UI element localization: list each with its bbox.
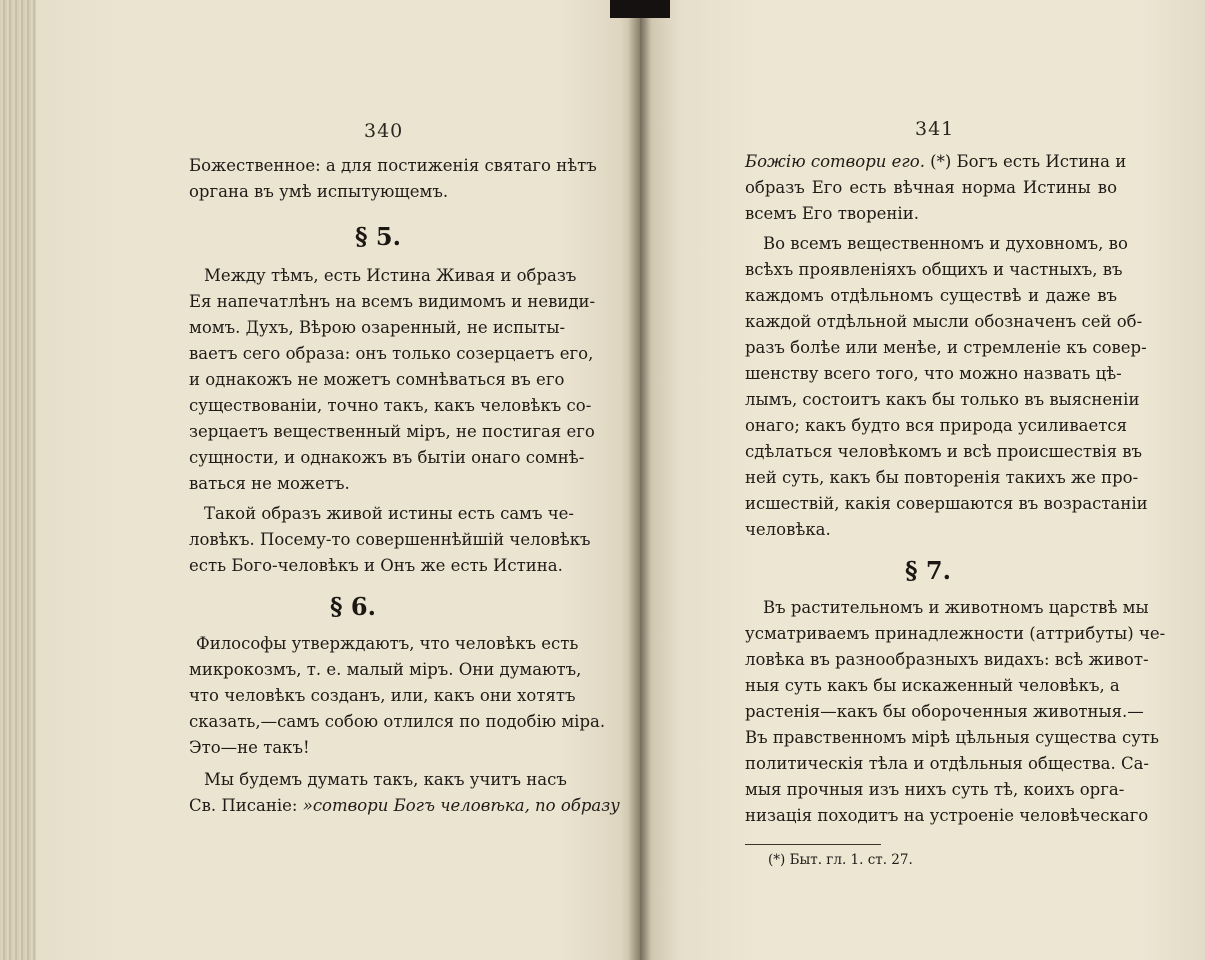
book-spine xyxy=(610,0,670,18)
text-line: Это—не такъ! xyxy=(189,738,310,757)
text-line: сущности, и однакожъ въ бытіи онаго сомнѣ- xyxy=(189,448,585,467)
text-line: Ея напечатлѣнъ на всемъ видимомъ и невиди- xyxy=(189,292,596,311)
text-line: Во всемъ вещественномъ и духовномъ, во xyxy=(763,234,1128,253)
text-line: Мы будемъ думать такъ, какъ учитъ насъ xyxy=(204,770,567,789)
text-line: микрокозмъ, т. е. малый міръ. Они думаютъ, xyxy=(189,660,582,679)
text-line: ловѣкъ. Посему-то совершеннѣйшій человѣкъ xyxy=(189,530,591,549)
book-gutter xyxy=(628,0,652,960)
text-line: сказать,—самъ собою отлился по подобію міра. xyxy=(189,712,606,731)
page-number-left: 340 xyxy=(364,120,404,142)
section-heading: § 6. xyxy=(330,592,376,621)
text-line: лымъ, состоитъ какъ бы только въ выясненіи xyxy=(745,390,1140,409)
text-line: сдѣлаться человѣкомъ и всѣ происшествія въ xyxy=(745,442,1143,461)
text-line: Въ растительномъ и животномъ царствѣ мы xyxy=(763,598,1149,617)
text-line: зерцаетъ вещественный міръ, не постигая его xyxy=(189,422,595,441)
text-line: ваться не можетъ. xyxy=(189,474,350,493)
text-run: Св. Писаніе: xyxy=(189,796,303,815)
text-line: исшествій, какія совершаются въ возрастаніи xyxy=(745,494,1148,513)
text-line: есть Бого-человѣкъ и Онъ же есть Истина. xyxy=(189,556,563,575)
text-line: политическія тѣла и отдѣльныя общества. Са- xyxy=(745,754,1149,773)
text-line: и однакожъ не можетъ сомнѣваться въ его xyxy=(189,370,565,389)
text-line: что человѣкъ созданъ, или, какъ они хотятъ xyxy=(189,686,576,705)
text-line: ней суть, какъ бы повторенія такихъ же про- xyxy=(745,468,1139,487)
italic-quote: Божію сотвори его. xyxy=(745,152,925,171)
page-edges xyxy=(0,0,36,960)
text-line: ваетъ сего образа: онъ только созерцаетъ его, xyxy=(189,344,594,363)
section-heading: § 5. xyxy=(355,222,401,251)
text-line: момъ. Духъ, Вѣрою озаренный, не испыты- xyxy=(189,318,566,337)
text-line: всемъ Его твореніи. xyxy=(745,204,919,223)
text-line: органа въ умѣ испытующемъ. xyxy=(189,182,449,201)
text-line: мыя прочныя изъ нихъ суть тѣ, коихъ орга- xyxy=(745,780,1125,799)
text-line: ловѣка въ разнообразныхъ видахъ: всѣ живот- xyxy=(745,650,1149,669)
section-heading: § 7. xyxy=(905,556,951,585)
text-line: существованіи, точно такъ, какъ человѣкъ со- xyxy=(189,396,592,415)
text-line xyxy=(745,152,1126,171)
text-line: Въ правственномъ мірѣ цѣльныя существа суть xyxy=(745,728,1160,747)
text-line: ныя суть какъ бы искаженный человѣкъ, а xyxy=(745,676,1120,695)
text-line: каждой отдѣльной мысли обозначенъ сей об- xyxy=(745,312,1143,331)
text-line xyxy=(189,796,620,815)
text-line: каждомъ отдѣльномъ существѣ и даже въ xyxy=(745,286,1117,305)
text-line: низація походитъ на устроеніе человѣческаго xyxy=(745,806,1149,825)
text-line: Божественное: а для постиженія святаго нѣтъ xyxy=(189,156,597,175)
text-line: всѣхъ проявленіяхъ общихъ и частныхъ, въ xyxy=(745,260,1123,279)
text-run: (*) Богъ есть Истина и xyxy=(924,152,1127,171)
text-line: усматриваемъ принадлежности (аттрибуты) че- xyxy=(745,624,1166,643)
page-number-right: 341 xyxy=(915,118,955,140)
text-line: онаго; какъ будто вся природа усиливается xyxy=(745,416,1128,435)
text-line: разъ болѣе или менѣе, и стремленіе къ совер- xyxy=(745,338,1147,357)
footnote: (*) Быт. гл. 1. ст. 27. xyxy=(768,852,913,868)
text-line: Философы утверждаютъ, что человѣкъ есть xyxy=(196,634,579,653)
text-line: Такой образъ живой истины есть самъ че- xyxy=(204,504,574,523)
text-line: Между тѣмъ, есть Истина Живая и образъ xyxy=(204,266,577,285)
text-line: человѣка. xyxy=(745,520,831,539)
footnote-rule xyxy=(745,844,881,845)
text-line: образъ Его есть вѣчная норма Истины во xyxy=(745,178,1117,197)
text-line: растенія—какъ бы обороченныя животныя.— xyxy=(745,702,1144,721)
text-line: шенству всего того, что можно назвать цѣ- xyxy=(745,364,1122,383)
italic-quote: »сотвори Богъ человѣка, по образу xyxy=(302,796,620,815)
